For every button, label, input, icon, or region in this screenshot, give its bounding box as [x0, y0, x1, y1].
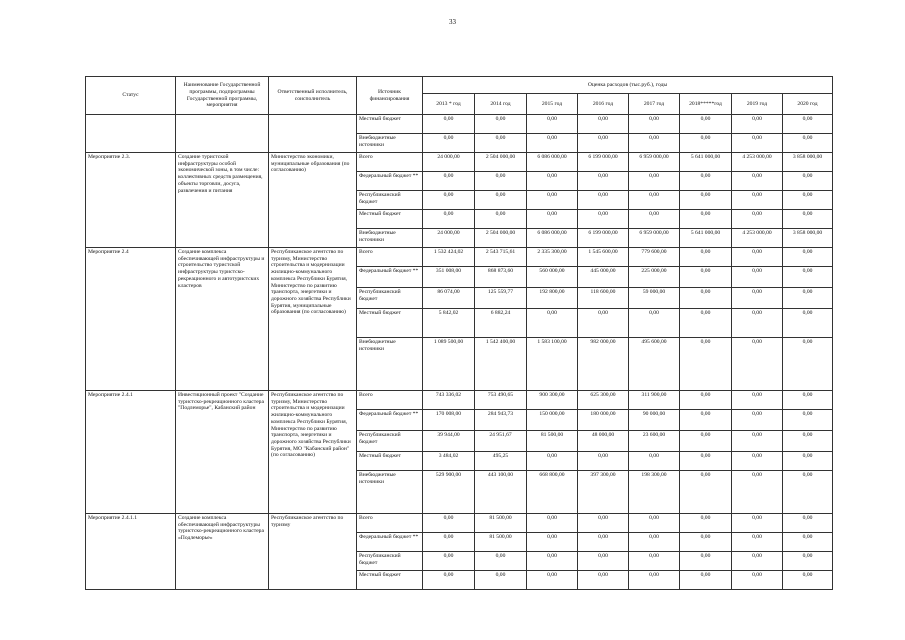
value-cell: 0,00	[680, 514, 732, 533]
header-status: Статус	[86, 77, 176, 115]
value-cell: 0,00	[783, 571, 833, 590]
value-cell: 0,00	[629, 533, 680, 552]
header-year: 2015 год	[527, 94, 578, 115]
value-cell: 0,00	[783, 410, 833, 431]
value-cell: 0,00	[732, 134, 783, 153]
value-cell: 0,00	[783, 514, 833, 533]
value-cell: 2 504 000,00	[475, 153, 527, 172]
value-cell: 0,00	[629, 210, 680, 229]
value-cell: 3 858 000,00	[783, 153, 833, 172]
value-cell: 3 484,02	[423, 452, 475, 471]
value-cell: 2 543 715,61	[475, 248, 527, 267]
value-cell: 0,00	[732, 391, 783, 410]
value-cell: 0,00	[732, 267, 783, 288]
value-cell: 0,00	[680, 410, 732, 431]
source-cell: Федеральный бюджет **	[357, 410, 423, 431]
name-cell: Инвестиционный проект "Создание туристско-рекреационного кластера "Подлеморье", Кабанский район	[176, 391, 269, 514]
value-cell: 0,00	[680, 115, 732, 134]
value-cell: 495,25	[475, 452, 527, 471]
value-cell: 0,00	[732, 115, 783, 134]
source-cell: Федеральный бюджет **	[357, 533, 423, 552]
value-cell: 0,00	[783, 338, 833, 391]
value-cell: 6 199 000,00	[578, 229, 629, 248]
value-cell: 0,00	[732, 471, 783, 514]
value-cell: 0,00	[680, 210, 732, 229]
value-cell: 48 000,00	[578, 431, 629, 452]
value-cell: 0,00	[732, 172, 783, 191]
value-cell: 0,00	[527, 210, 578, 229]
value-cell: 0,00	[783, 248, 833, 267]
value-cell: 6 959 000,00	[629, 229, 680, 248]
value-cell: 0,00	[629, 134, 680, 153]
value-cell: 0,00	[783, 309, 833, 338]
value-cell: 0,00	[732, 288, 783, 309]
value-cell: 0,00	[680, 172, 732, 191]
value-cell: 1 542 400,00	[475, 338, 527, 391]
value-cell: 0,00	[732, 431, 783, 452]
value-cell: 6 882,24	[475, 309, 527, 338]
header-source: Источник финансирования	[357, 77, 423, 115]
header-name: Наименование Государственной программы, подпрограммы Государственной программы, мероприятия	[176, 77, 269, 115]
table-row	[86, 153, 833, 172]
value-cell: 1 583 100,00	[527, 338, 578, 391]
value-cell: 1 545 600,00	[578, 248, 629, 267]
value-cell: 0,00	[423, 514, 475, 533]
value-cell: 0,00	[732, 191, 783, 210]
value-cell: 0,00	[783, 210, 833, 229]
value-cell: 284 943,73	[475, 410, 527, 431]
value-cell: 0,00	[680, 571, 732, 590]
name-cell: Создание комплекса обеспечивающей инфраструктуры туристско-рекреационного кластера «Подлеморье»	[176, 514, 269, 590]
budget-table	[85, 76, 833, 590]
value-cell: 0,00	[423, 191, 475, 210]
value-cell: 0,00	[527, 514, 578, 533]
value-cell: 868 873,60	[475, 267, 527, 288]
value-cell: 0,00	[732, 571, 783, 590]
value-cell: 86 074,00	[423, 288, 475, 309]
value-cell: 0,00	[680, 391, 732, 410]
value-cell: 311 900,00	[629, 391, 680, 410]
value-cell: 0,00	[475, 210, 527, 229]
value-cell: 0,00	[629, 571, 680, 590]
value-cell: 4 253 000,00	[732, 229, 783, 248]
header-year: 2017 год	[629, 94, 680, 115]
value-cell: 0,00	[527, 571, 578, 590]
value-cell: 0,00	[423, 552, 475, 571]
value-cell: 170 008,00	[423, 410, 475, 431]
value-cell: 0,00	[732, 533, 783, 552]
value-cell: 0,00	[680, 134, 732, 153]
source-cell: Республиканский бюджет	[357, 552, 423, 571]
value-cell: 0,00	[423, 172, 475, 191]
value-cell: 180 000,00	[578, 410, 629, 431]
value-cell: 529 900,00	[423, 471, 475, 514]
source-cell: Федеральный бюджет **	[357, 267, 423, 288]
value-cell: 0,00	[732, 309, 783, 338]
value-cell: 6 086 000,00	[527, 153, 578, 172]
table-row	[86, 115, 833, 134]
executor-cell: Министерство экономики, муниципальные образования (по согласованию)	[269, 153, 357, 248]
executor-cell: Республиканское агентство по туризму, Министерство строительства и модернизации жилищно-коммунального комплекса Республики Бурятия, Министерство по развитию транспорта, энергетики и дорожного хозяйства Республики Бурятия, муниципальные образования (по согласованию)	[269, 248, 357, 391]
value-cell: 3 858 000,00	[783, 229, 833, 248]
value-cell: 0,00	[629, 514, 680, 533]
value-cell: 5 842,02	[423, 309, 475, 338]
value-cell: 0,00	[578, 452, 629, 471]
value-cell: 0,00	[783, 115, 833, 134]
value-cell: 0,00	[527, 191, 578, 210]
source-cell: Всего	[357, 248, 423, 267]
value-cell: 0,00	[475, 134, 527, 153]
value-cell: 81 500,00	[527, 431, 578, 452]
value-cell: 23 600,00	[629, 431, 680, 452]
value-cell: 900 300,00	[527, 391, 578, 410]
value-cell: 0,00	[732, 210, 783, 229]
value-cell: 0,00	[680, 431, 732, 452]
value-cell: 6 199 000,00	[578, 153, 629, 172]
value-cell: 779 600,00	[629, 248, 680, 267]
value-cell: 0,00	[578, 115, 629, 134]
table-body	[86, 115, 833, 590]
value-cell: 0,00	[783, 431, 833, 452]
value-cell: 0,00	[783, 134, 833, 153]
value-cell: 0,00	[423, 115, 475, 134]
source-cell: Внебюджетные источники	[357, 471, 423, 514]
value-cell: 0,00	[527, 134, 578, 153]
source-cell: Местный бюджет	[357, 210, 423, 229]
value-cell: 0,00	[423, 210, 475, 229]
value-cell: 0,00	[578, 514, 629, 533]
page-number: 33	[449, 18, 456, 26]
value-cell: 0,00	[475, 172, 527, 191]
value-cell: 743 336,02	[423, 391, 475, 410]
value-cell: 0,00	[783, 391, 833, 410]
status-cell	[86, 115, 176, 153]
value-cell: 0,00	[732, 410, 783, 431]
value-cell: 225 000,00	[629, 267, 680, 288]
header-year: 2013 * год	[423, 94, 475, 115]
status-cell: Мероприятие 2.4	[86, 248, 176, 391]
value-cell: 0,00	[783, 267, 833, 288]
value-cell: 0,00	[527, 533, 578, 552]
value-cell: 625 300,00	[578, 391, 629, 410]
value-cell: 2 504 000,00	[475, 229, 527, 248]
source-cell: Местный бюджет	[357, 115, 423, 134]
source-cell: Всего	[357, 391, 423, 410]
value-cell: 150 000,00	[527, 410, 578, 431]
value-cell: 0,00	[578, 191, 629, 210]
header-year: 2018*****год	[680, 94, 732, 115]
executor-cell	[269, 115, 357, 153]
source-cell: Республиканский бюджет	[357, 431, 423, 452]
value-cell: 0,00	[527, 115, 578, 134]
value-cell: 0,00	[680, 471, 732, 514]
header-year: 2016 год	[578, 94, 629, 115]
value-cell: 81 500,00	[475, 533, 527, 552]
value-cell: 0,00	[629, 452, 680, 471]
value-cell: 81 500,00	[475, 514, 527, 533]
value-cell: 0,00	[578, 552, 629, 571]
value-cell: 0,00	[680, 338, 732, 391]
source-cell: Внебюджетные источники	[357, 338, 423, 391]
source-cell: Республиканский бюджет	[357, 191, 423, 210]
value-cell: 1 089 500,00	[423, 338, 475, 391]
source-cell: Местный бюджет	[357, 309, 423, 338]
source-cell: Местный бюджет	[357, 571, 423, 590]
value-cell: 0,00	[629, 309, 680, 338]
table-row	[86, 391, 833, 410]
value-cell: 0,00	[680, 248, 732, 267]
value-cell: 6 959 000,00	[629, 153, 680, 172]
header-year: 2014 год	[475, 94, 527, 115]
value-cell: 0,00	[680, 288, 732, 309]
value-cell: 0,00	[783, 552, 833, 571]
value-cell: 0,00	[783, 452, 833, 471]
value-cell: 0,00	[629, 115, 680, 134]
value-cell: 0,00	[475, 552, 527, 571]
value-cell: 351 008,00	[423, 267, 475, 288]
value-cell: 1 532 424,02	[423, 248, 475, 267]
source-cell: Внебюджетные источники	[357, 229, 423, 248]
value-cell: 0,00	[527, 452, 578, 471]
value-cell: 0,00	[629, 172, 680, 191]
value-cell: 6 086 000,00	[527, 229, 578, 248]
value-cell: 24 951,67	[475, 431, 527, 452]
value-cell: 5 641 000,00	[680, 153, 732, 172]
value-cell: 5 641 000,00	[680, 229, 732, 248]
source-cell: Республиканский бюджет	[357, 288, 423, 309]
value-cell: 0,00	[732, 452, 783, 471]
executor-cell: Республиканское агентство по туризму	[269, 514, 357, 590]
value-cell: 397 300,00	[578, 471, 629, 514]
value-cell: 59 000,00	[629, 288, 680, 309]
value-cell: 0,00	[527, 552, 578, 571]
value-cell: 0,00	[629, 552, 680, 571]
value-cell: 90 000,00	[629, 410, 680, 431]
value-cell: 0,00	[578, 134, 629, 153]
header-executor: Ответственный исполнитель, соисполнитель	[269, 77, 357, 115]
value-cell: 39 944,00	[423, 431, 475, 452]
source-cell: Внебюджетные источники	[357, 134, 423, 153]
value-cell: 0,00	[680, 309, 732, 338]
value-cell: 24 000,00	[423, 229, 475, 248]
name-cell: Создание туристской инфраструктуры особой экономической зоны, в том числе: коллективных средств размещения, объекты торговли, досуга, развлечения и питания	[176, 153, 269, 248]
value-cell: 495 600,00	[629, 338, 680, 391]
header-year: 2019 год	[732, 94, 783, 115]
name-cell: Создание комплекса обеспечивающей инфраструктуры и строительство туристской инфраструктуры туристско-рекреационного и автотуристских кластеров	[176, 248, 269, 391]
value-cell: 0,00	[732, 552, 783, 571]
value-cell: 118 600,00	[578, 288, 629, 309]
status-cell: Мероприятие 2.3.	[86, 153, 176, 248]
value-cell: 0,00	[680, 552, 732, 571]
value-cell: 4 253 000,00	[732, 153, 783, 172]
value-cell: 560 000,00	[527, 267, 578, 288]
value-cell: 0,00	[578, 172, 629, 191]
value-cell: 192 800,00	[527, 288, 578, 309]
value-cell: 0,00	[783, 288, 833, 309]
value-cell: 125 559,77	[475, 288, 527, 309]
value-cell: 2 335 300,00	[527, 248, 578, 267]
value-cell: 0,00	[732, 514, 783, 533]
header-row	[86, 77, 833, 94]
value-cell: 0,00	[783, 172, 833, 191]
value-cell: 0,00	[527, 309, 578, 338]
value-cell: 0,00	[578, 309, 629, 338]
value-cell: 0,00	[732, 338, 783, 391]
value-cell: 0,00	[783, 191, 833, 210]
value-cell: 0,00	[578, 571, 629, 590]
value-cell: 0,00	[629, 191, 680, 210]
value-cell: 0,00	[527, 172, 578, 191]
table-row	[86, 248, 833, 267]
value-cell: 24 000,00	[423, 153, 475, 172]
value-cell: 753 490,65	[475, 391, 527, 410]
status-cell: Мероприятие 2.4.1	[86, 391, 176, 514]
value-cell: 0,00	[680, 191, 732, 210]
source-cell: Всего	[357, 153, 423, 172]
table-row	[86, 514, 833, 533]
value-cell: 445 000,00	[578, 267, 629, 288]
value-cell: 0,00	[732, 248, 783, 267]
header-year: 2020 год	[783, 94, 833, 115]
value-cell: 0,00	[680, 267, 732, 288]
status-cell: Мероприятие 2.4.1.1	[86, 514, 176, 590]
value-cell: 0,00	[423, 533, 475, 552]
source-cell: Всего	[357, 514, 423, 533]
value-cell: 668 800,00	[527, 471, 578, 514]
value-cell: 982 000,00	[578, 338, 629, 391]
value-cell: 0,00	[475, 571, 527, 590]
value-cell: 443 100,00	[475, 471, 527, 514]
source-cell: Федеральный бюджет **	[357, 172, 423, 191]
value-cell: 0,00	[475, 191, 527, 210]
value-cell: 0,00	[578, 210, 629, 229]
value-cell: 0,00	[423, 571, 475, 590]
name-cell	[176, 115, 269, 153]
value-cell: 0,00	[423, 134, 475, 153]
header-estimate: Оценка расходов (тыс.руб.), годы	[423, 77, 833, 94]
value-cell: 0,00	[783, 533, 833, 552]
value-cell: 0,00	[680, 533, 732, 552]
value-cell: 0,00	[680, 452, 732, 471]
value-cell: 198 300,00	[629, 471, 680, 514]
source-cell: Местный бюджет	[357, 452, 423, 471]
executor-cell: Республиканское агентство по туризму, Министерство строительства и модернизации жилищно-коммунального комплекса Республики Бурятия, Министерство по развитию транспорта, энергетики и дорожного хозяйства Республики Бурятия, МО "Кабанский район" (по согласованию)	[269, 391, 357, 514]
value-cell: 0,00	[578, 533, 629, 552]
value-cell: 0,00	[783, 471, 833, 514]
value-cell: 0,00	[475, 115, 527, 134]
